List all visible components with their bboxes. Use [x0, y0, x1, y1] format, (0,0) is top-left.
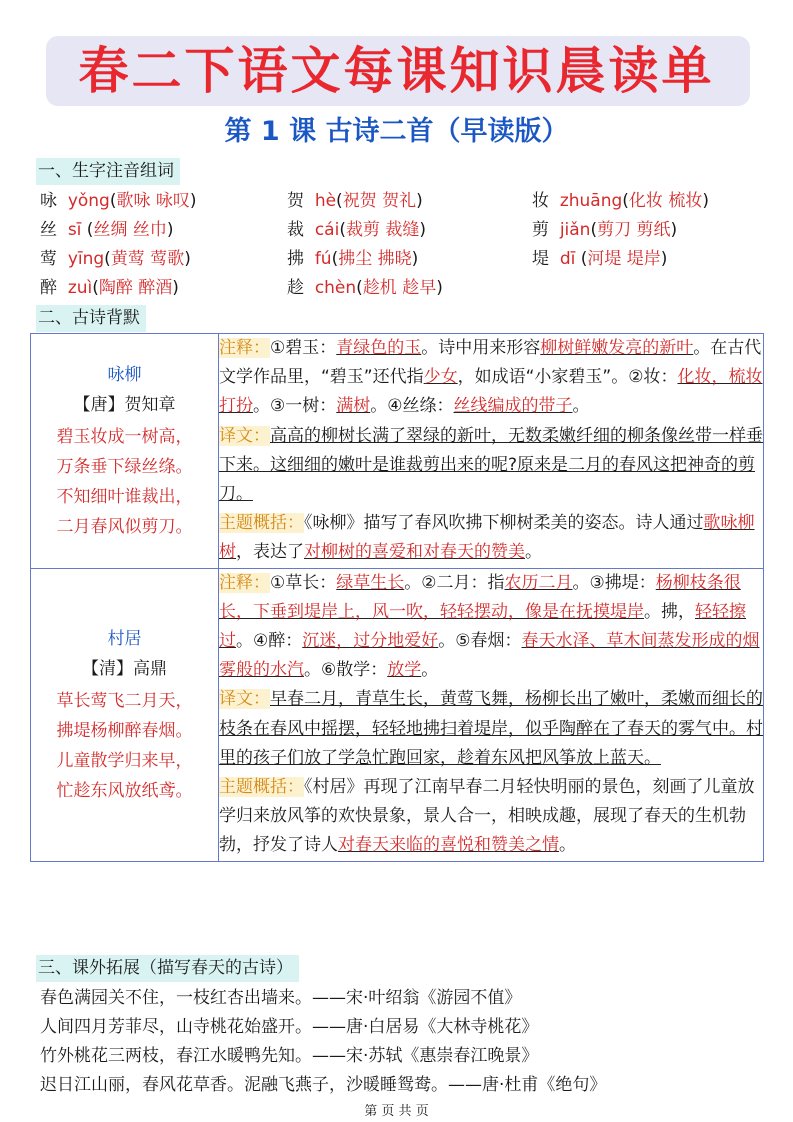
poem-table — [30, 333, 764, 862]
extension-poem-line: 竹外桃花三两枝，春江水暖鸭先知。——宋·苏轼《惠崇春江晚景》 — [40, 1046, 539, 1066]
annotation-tag: 注释： — [219, 338, 270, 358]
poem-line: 碧玉妆成一树高， — [56, 426, 193, 447]
poem-text-cell — [31, 568, 219, 861]
poem-line: 不知细叶谁裁出， — [56, 486, 193, 507]
poem-annotation: 注释：①草长：绿草生长。②二月：指农历二月。③拂堤：杨柳枝条很长，下垂到堤岸上，风一吹，轻轻摆动，像是在抚摸堤岸。拂，轻轻擦过。④醉：沉迷，过分地爱好。⑤春烟：春天水泽、草木间蒸发形成的烟雾般的水汽。⑥散学：放学。 — [219, 572, 760, 681]
poem-theme: 主题概括：《村居》再现了江南早春二月轻快明丽的景色，刻画了儿童放学归来放风筝的欢快景象，景人合一，相映成趣，展现了春天的生机勃勃，抒发了诗人对春天来临的喜悦和赞美之情。 — [219, 777, 755, 856]
vocab-item: 丝 sī (丝绸 丝巾) — [40, 220, 174, 240]
section-heading-extension: 三、课外拓展（描写春天的古诗） — [36, 955, 299, 982]
poem-line: 忙趁东风放纸鸢。 — [56, 780, 193, 801]
lesson-title: 第 1 课 古诗二首（早读版） — [224, 116, 569, 147]
vocab-item: 裁 cái(裁剪 裁缝) — [287, 220, 426, 240]
poem-theme: 主题概括：《咏柳》描写了春风吹拂下柳树柔美的姿态。诗人通过歌咏柳树，表达了对柳树的喜爱和对春天的赞美。 — [219, 513, 755, 563]
section-heading-poems: 二、古诗背默 — [36, 305, 146, 332]
vocab-item: 拂 fú(拂尘 拂晓) — [287, 249, 419, 269]
section-heading-vocab: 一、生字注音组词 — [36, 158, 180, 185]
extension-poem-line: 春色满园关不住，一枝红杏出墙来。——宋·叶绍翁《游园不值》 — [40, 988, 522, 1008]
vocab-item: 堤 dī (河堤 堤岸) — [532, 249, 668, 269]
poem-line: 儿童散学归来早， — [56, 750, 193, 771]
poem-author: 【清】高鼎 — [82, 658, 167, 679]
page-footer: 第 页 共 页 — [364, 1104, 429, 1119]
poem-title: 村居 — [107, 628, 142, 649]
poem-notes-cell — [219, 568, 764, 861]
poem-translation: 译文：高高的柳树长满了翠绿的新叶，无数柔嫩纤细的柳条像丝带一样垂下来。这细细的嫩叶是谁裁剪出来的呢?原来是二月的春风这把神奇的剪刀。 — [219, 425, 763, 505]
vocab-item: 莺 yīng(黄莺 莺歌) — [40, 249, 191, 269]
vocab-item: 醉 zuì(陶醉 醉酒) — [40, 278, 179, 298]
poem-line: 二月春风似剪刀。 — [56, 516, 193, 537]
poem-annotation: 注释：①碧玉：青绿色的玉。诗中用来形容柳树鲜嫩发亮的新叶。在古代文学作品里，“碧玉”还代指少女，如成语“小家碧玉”。②妆：化妆，梳妆打扮。③一树：满树。④丝绦：丝线编成的带子。 — [219, 338, 763, 417]
extension-poem-line: 迟日江山丽，春风花草香。泥融飞燕子，沙暖睡鸳鸯。——唐·杜甫《绝句》 — [40, 1075, 607, 1095]
annotation-tag: 注释： — [219, 572, 270, 593]
poem-line: 草长莺飞二月天， — [56, 690, 193, 711]
page-title: 春二下语文每课知识晨读单 — [78, 42, 715, 100]
extension-poem-line: 人间四月芳菲尽，山寺桃花始盛开。——唐·白居易《大林寺桃花》 — [40, 1017, 539, 1037]
poem-row-yongliu — [31, 334, 764, 569]
vocab-row — [40, 274, 780, 303]
vocab-item: 妆 zhuāng(化妆 梳妆) — [532, 191, 709, 211]
poem-line: 万条垂下绿丝绦。 — [56, 456, 193, 477]
poem-text-cell — [31, 334, 219, 569]
translation-tag: 译文： — [219, 689, 270, 710]
vocab-item: 趁 chèn(趁机 趁早) — [287, 278, 443, 298]
vocab-row — [40, 245, 780, 274]
vocab-item: 剪 jiǎn(剪刀 剪纸) — [532, 220, 678, 240]
vocab-item: 咏 yǒng(歌咏 咏叹) — [40, 191, 197, 211]
theme-tag: 主题概括： — [219, 777, 304, 798]
poem-title: 咏柳 — [107, 364, 142, 385]
poem-author: 【唐】贺知章 — [73, 394, 176, 415]
poem-translation: 译文：早春二月，青草生长，黄莺飞舞，杨柳长出了嫩叶，柔嫩而细长的枝条在春风中摇摆，轻轻地拂扫着堤岸，似乎陶醉在了春天的雾气中。村里的孩子们放了学急忙跑回家，趁着东风把风筝放上蓝天。 — [219, 689, 763, 768]
vocab-item: 贺 hè(祝贺 贺礼) — [287, 191, 423, 211]
translation-tag: 译文： — [219, 425, 270, 446]
vocab-row — [40, 216, 780, 245]
poem-notes-cell — [219, 334, 764, 569]
poem-row-cunju — [31, 568, 764, 861]
vocab-row — [40, 187, 780, 216]
poem-line: 拂堤杨柳醉春烟。 — [56, 720, 193, 741]
theme-tag: 主题概括： — [219, 513, 304, 534]
